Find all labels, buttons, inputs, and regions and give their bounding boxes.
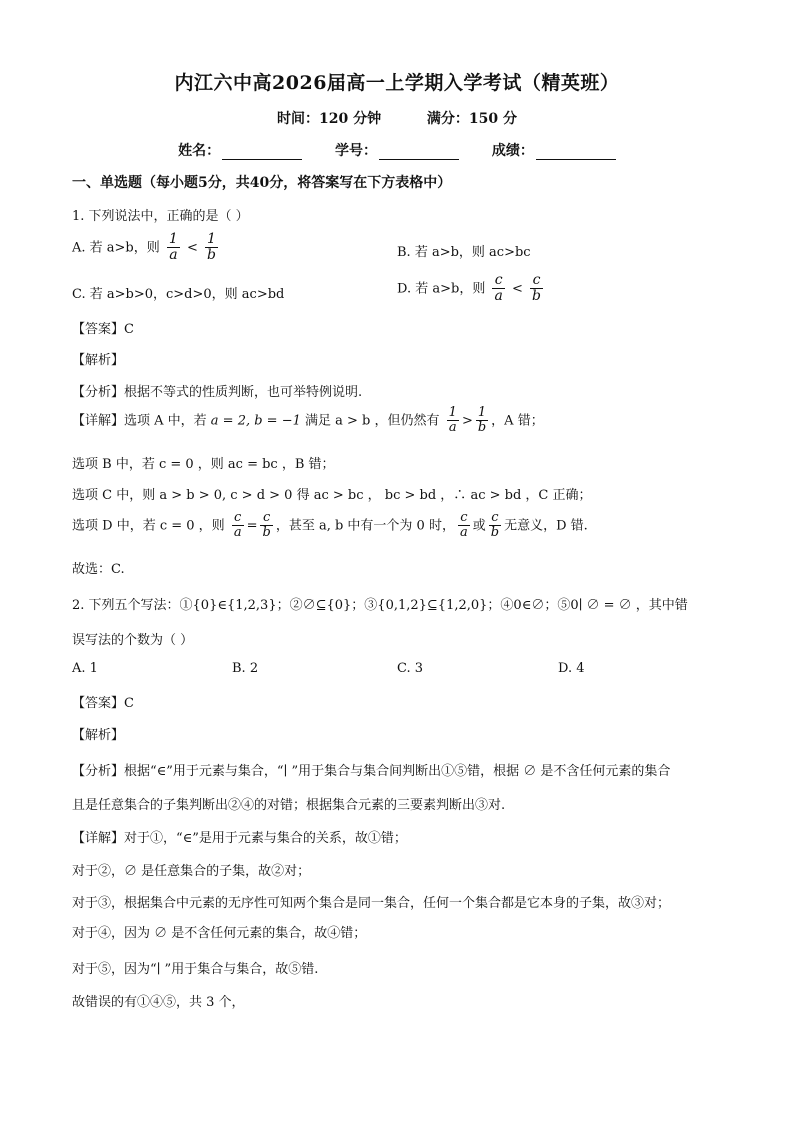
name-blank[interactable] <box>222 145 302 160</box>
q1-stem: 1. 下列说法中，正确的是（ ） <box>72 209 249 224</box>
fraction: $\frac{c}{b}$ <box>262 510 271 541</box>
q1-detail-c: 选项 C 中，则 a > b > 0, c > d > 0 得 ac > bc ， bc > bd ，∴ ac > bd ，C 正确； <box>72 488 592 503</box>
q1-detail-d: 选项 D 中，若 c = 0 ，则 $\frac{c}{a}$ = $\frac{c}{b}$ ，甚至 a, b 中有一个为 0 时， $\frac{c}{a}$ 或 $\frac{c}{b}$ 无意义，D 错. <box>72 510 588 541</box>
q2-option-b: B. 2 <box>232 661 259 676</box>
id-field <box>335 140 459 160</box>
q1-option-b: B. 若 a>b，则 ac>bc <box>397 245 531 260</box>
grade-label: 成绩： <box>491 143 534 159</box>
student-info <box>0 140 794 160</box>
fraction: $\frac{c}{a}$ <box>459 510 468 541</box>
grade-field <box>492 140 616 160</box>
exam-score: 满分：150 分 <box>426 111 517 127</box>
q2-answer: 【答案】C <box>72 696 134 711</box>
q1-detail-a: 【详解】选项 A 中，若 a = 2, b = −1 满足 a > b ，但仍然有 $\frac{1}{a}$ > $\frac{1}{b}$ ，A 错； <box>72 405 544 436</box>
q2-detail-3: 对于③，根据集合中元素的无序性可知两个集合是同一集合，任何一个集合都是它本身的子集，故③对； <box>72 896 671 911</box>
fraction: $\frac{1}{b}$ <box>477 405 487 436</box>
exam-title: 内江六中高2026届高一上学期入学考试（精英班） <box>174 72 620 94</box>
exam-time: 时间：120 分钟 <box>277 111 382 127</box>
q1-detail-b: 选项 B 中，若 c = 0 ，则 ac = bc ，B 错； <box>72 457 335 472</box>
fraction: $\frac{c}{b}$ <box>532 272 541 305</box>
q2-detail-4: 对于④，因为 ∅ 是不含任何元素的集合，故④错； <box>72 926 367 941</box>
q2-stem-line2: 误写法的个数为（ ） <box>72 633 194 648</box>
q2-option-c: C. 3 <box>397 661 424 676</box>
q1-analysis-label: 【解析】 <box>72 353 125 368</box>
fraction: $\frac{1}{a}$ <box>448 405 457 436</box>
q1-answer: 【答案】C <box>72 322 134 337</box>
q2-analysis-label: 【解析】 <box>72 728 125 743</box>
fraction: $\frac{c}{a}$ <box>233 510 242 541</box>
q2-stem-line1: 2. 下列五个写法：①{0}∈{1,2,3}；②∅⊆{0}；③{0,1,2}⊆{1,2,0}；④0∈∅；⑤0∣ ∅ = ∅ ，其中错 <box>72 598 688 613</box>
q2-detail-1: 【详解】对于①，“∈”是用于元素与集合的关系，故①错； <box>72 831 407 846</box>
q1-fenxi: 【分析】根据不等式的性质判断，也可举特例说明. <box>72 385 363 400</box>
q2-option-d: D. 4 <box>558 661 585 676</box>
fraction: $\frac{c}{a}$ <box>494 272 503 305</box>
q2-detail-5: 对于⑤，因为“∣ ”用于集合与集合，故⑤错. <box>72 962 319 977</box>
section-heading: 一、单选题（每小题5分，共40分，将答案写在下方表格中） <box>72 175 452 191</box>
q2-conclusion: 故错误的有①④⑤，共 3 个， <box>72 995 245 1010</box>
fraction: $\frac{c}{b}$ <box>490 510 500 541</box>
grade-blank[interactable] <box>536 145 616 160</box>
q2-detail-2: 对于②，∅ 是任意集合的子集，故②对； <box>72 864 311 879</box>
q1-option-c: C. 若 a>b>0，c>d>0，则 ac>bd <box>72 287 285 302</box>
q2-fenxi-line2: 且是任意集合的子集判断出②④的对错；根据集合元素的三要素判断出③对. <box>72 798 506 813</box>
id-blank[interactable] <box>379 145 459 160</box>
q1-option-d: D. 若 a>b，则 $\frac{c}{a}$ < $\frac{c}{b}$ <box>397 272 541 305</box>
fraction: $\frac{1}{a}$ <box>168 231 178 264</box>
id-label: 学号： <box>335 143 377 159</box>
fraction: $\frac{1}{b}$ <box>207 231 216 264</box>
q1-option-a: A. 若 a>b，则 $\frac{1}{a}$ < $\frac{1}{b}$ <box>72 231 216 264</box>
q2-fenxi-line1: 【分析】根据“∈”用于元素与集合，“∣ ”用于集合与集合间判断出①⑤错，根据 ∅ 是不含任何元素的集合 <box>72 764 671 779</box>
name-field <box>178 140 302 160</box>
q1-choose: 故选：C. <box>72 562 125 577</box>
q2-option-a: A. 1 <box>72 661 98 676</box>
exam-meta <box>0 108 794 128</box>
name-label: 姓名： <box>178 143 221 159</box>
